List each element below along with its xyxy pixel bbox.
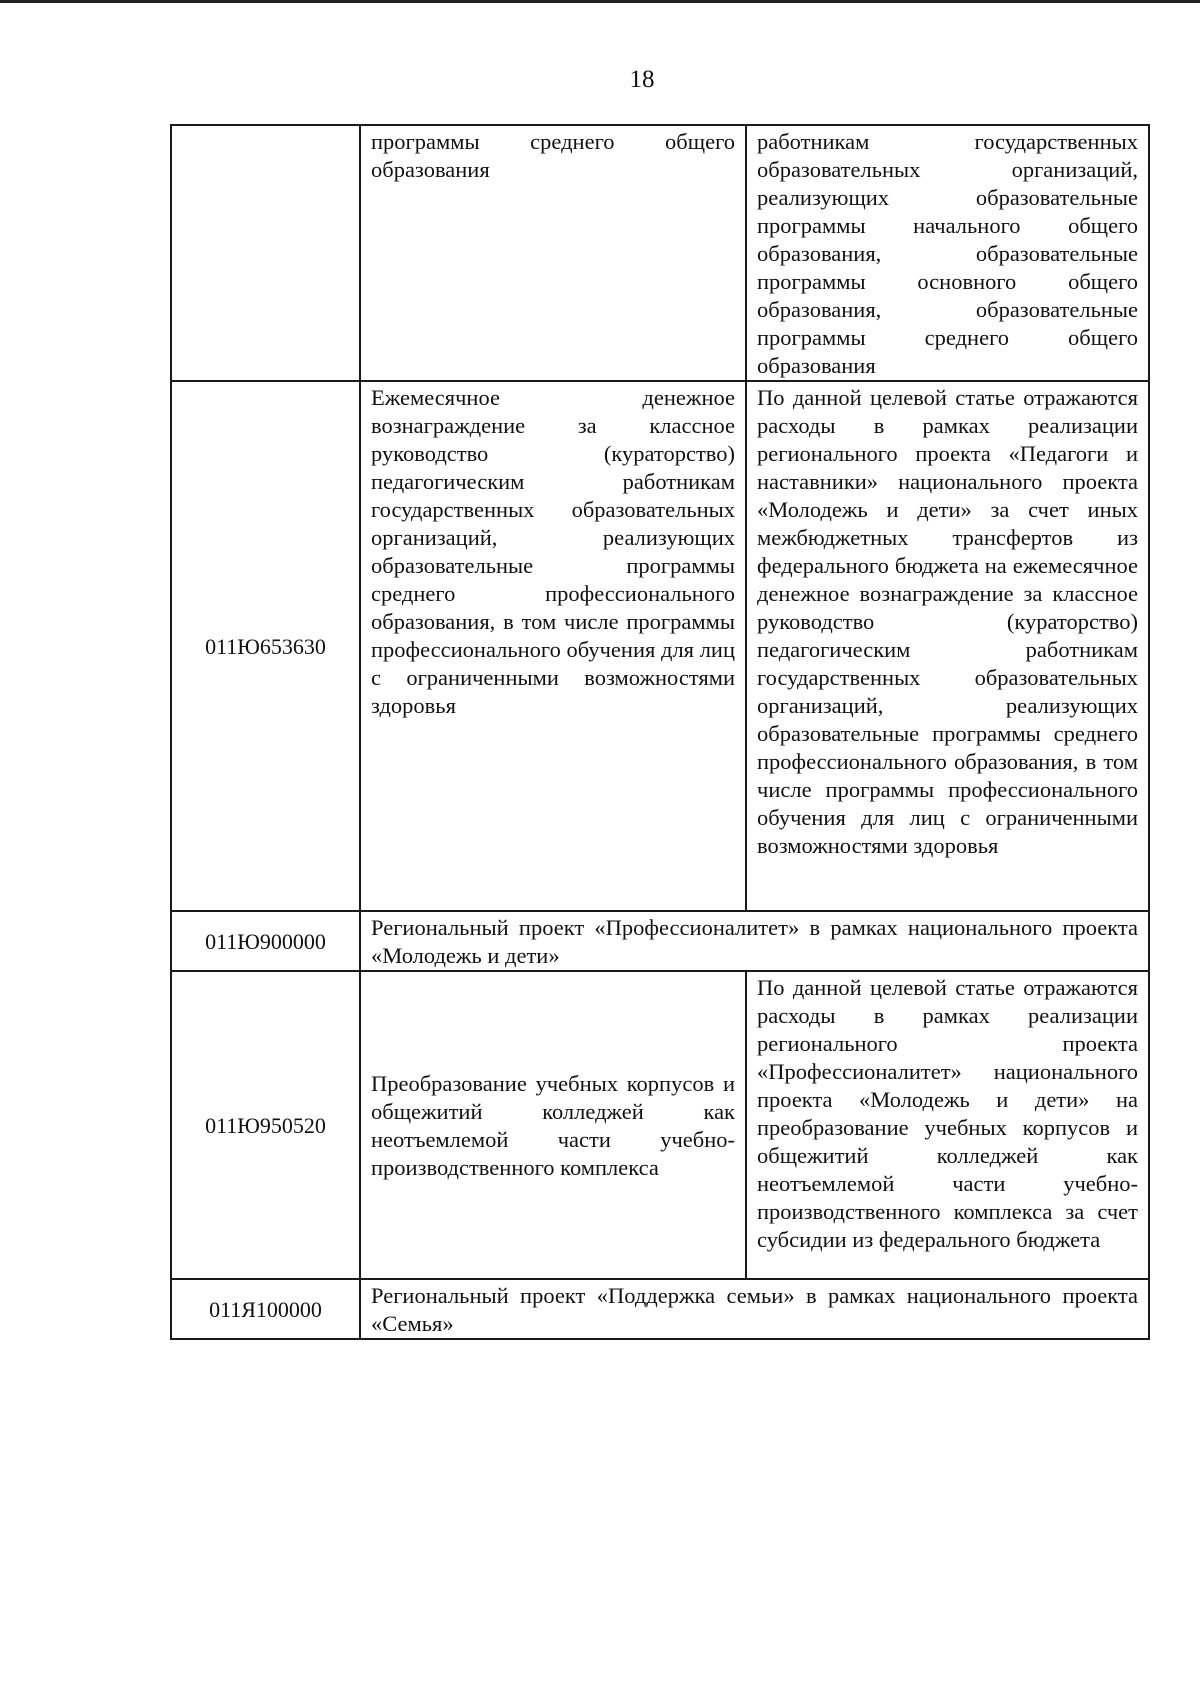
name-cell: программы среднего общего образования: [360, 125, 746, 381]
name-cell: Преобразование учебных корпусов и общежитий колледжей как неотъемлемой части учебно-производственного комплекса: [360, 971, 746, 1279]
description-cell: По данной целевой статье отражаются расходы в рамках реализации регионального проекта «Педагоги и наставники» национального проекта «Молодежь и дети» за счет иных межбюджетных трансфертов из федерального бюджета на ежемесячное денежное вознаграждение за классное руководство (кураторство) педагогическим работникам государственных образовательных организаций, реализующих образовательные программы среднего профессионального образования, в том числе программы профессионального обучения для лиц с ограниченными возможностями здоровья: [746, 381, 1149, 911]
description-cell: работникам государственных образовательных организаций, реализующих образовательные программы начального общего образования, образовательные программы основного общего образования, образовательные программы среднего общего образования: [746, 125, 1149, 381]
description-cell: По данной целевой статье отражаются расходы в рамках реализации регионального проекта «Профессионалитет» национального проекта «Молодежь и дети» на преобразование учебных корпусов и общежитий колледжей как неотъемлемой части учебно-производственного комплекса за счет субсидии из федерального бюджета: [746, 971, 1149, 1279]
table-row: [171, 125, 1149, 381]
section-title-cell: Региональный проект «Профессионалитет» в рамках национального проекта «Молодежь и дети»: [360, 911, 1149, 971]
name-cell: Ежемесячное денежное вознаграждение за классное руководство (кураторство) педагогическим работникам государственных образовательных организаций, реализующих образовательные программы среднего профессионального образования, в том числе программы профессионального обучения для лиц с ограниченными возможностями здоровья: [360, 381, 746, 911]
table-row: [171, 971, 1149, 1279]
table-row: [171, 381, 1149, 911]
table-row: [171, 911, 1149, 971]
code-cell: 011Я100000: [171, 1279, 360, 1339]
code-cell: 011Ю900000: [171, 911, 360, 971]
budget-classification-table: [170, 124, 1150, 1340]
code-cell: 011Ю653630: [171, 381, 360, 911]
scan-top-border: [0, 0, 1200, 3]
page-number: 18: [629, 66, 655, 93]
table-row: [171, 1279, 1149, 1339]
section-title-cell: Региональный проект «Поддержка семьи» в рамках национального проекта «Семья»: [360, 1279, 1149, 1339]
code-cell: 011Ю950520: [171, 971, 360, 1279]
code-cell: [171, 125, 360, 381]
